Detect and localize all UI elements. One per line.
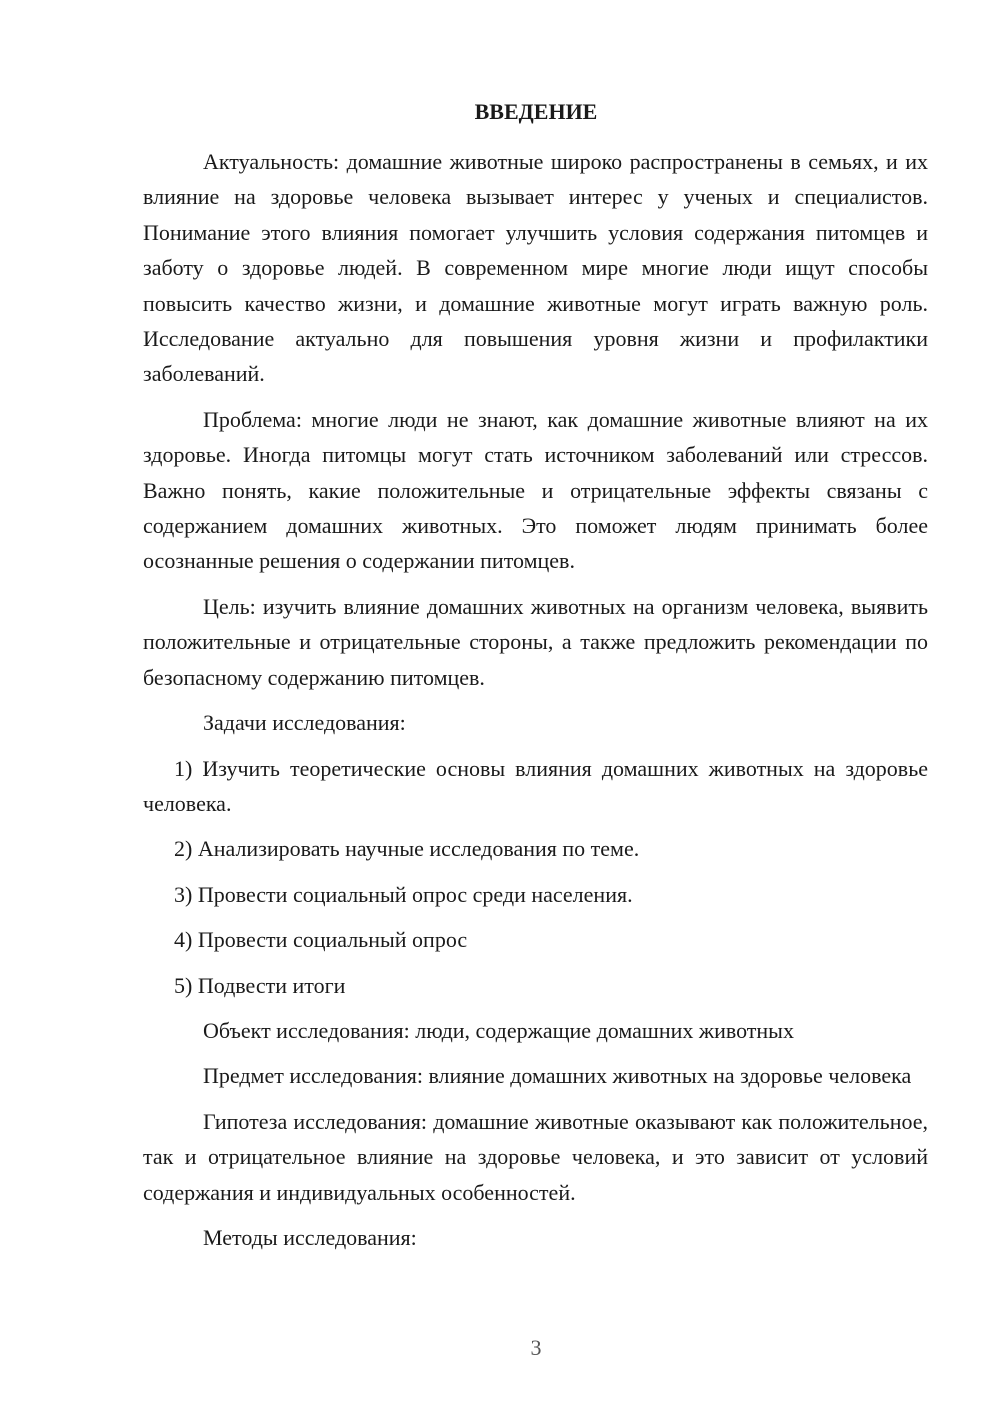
task-item-2: 2) Анализировать научные исследования по теме. xyxy=(174,836,640,862)
paragraph-goal: Цель: изучить влияние домашних животных на организм человека, выявить положительные и отрицательные стороны, а также предложить рекомендации по безопасному содержанию питомцев. xyxy=(143,593,928,690)
paragraph-hypothesis: Гипотеза исследования: домашние животные оказывают как положительное, так и отрицательное влияние на здоровье человека, и это зависит от условий содержания и индивидуальных особенностей. xyxy=(143,1108,928,1205)
paragraph-subject: Предмет исследования: влияние домашних животных на здоровье человека xyxy=(203,1063,912,1089)
task-item-3: 3) Провести социальный опрос среди населения. xyxy=(174,881,633,907)
task-item-4: 4) Провести социальный опрос xyxy=(174,927,468,953)
section-heading: ВВЕДЕНИЕ xyxy=(474,99,598,124)
task-item-5: 5) Подвести итоги xyxy=(174,972,346,998)
paragraph-object: Объект исследования: люди, содержащие домашних животных xyxy=(203,1017,794,1043)
methods-title: Методы исследования: xyxy=(203,1224,417,1250)
paragraph-problem: Проблема: многие люди не знают, как домашние животные влияют на их здоровье. Иногда питомцы могут стать источником заболеваний или стрессов. Важно понять, какие положительные и отрицательные эффекты связаны с содержанием домашних животных. Это поможет людям принимать более осознанные решения о содержании питомцев. xyxy=(143,406,928,574)
document-body xyxy=(143,144,928,1265)
task-item-1: 1) Изучить теоретические основы влияния домашних животных на здоровье человека. xyxy=(143,755,928,816)
tasks-title: Задачи исследования: xyxy=(203,710,406,736)
page-number: 3 xyxy=(530,1335,542,1360)
paragraph-relevance: Актуальность: домашние животные широко распространены в семьях, и их влияние на здоровье человека вызывает интерес у ученых и специалистов. Понимание этого влияния помогает улучшить условия содержания питомцев и заботу о здоровье людей. В современном мире многие люди ищут способы повысить качество жизни, и домашние животные могут играть важную роль. Исследование актуально для повышения уровня жизни и профилактики заболеваний. xyxy=(143,149,928,387)
